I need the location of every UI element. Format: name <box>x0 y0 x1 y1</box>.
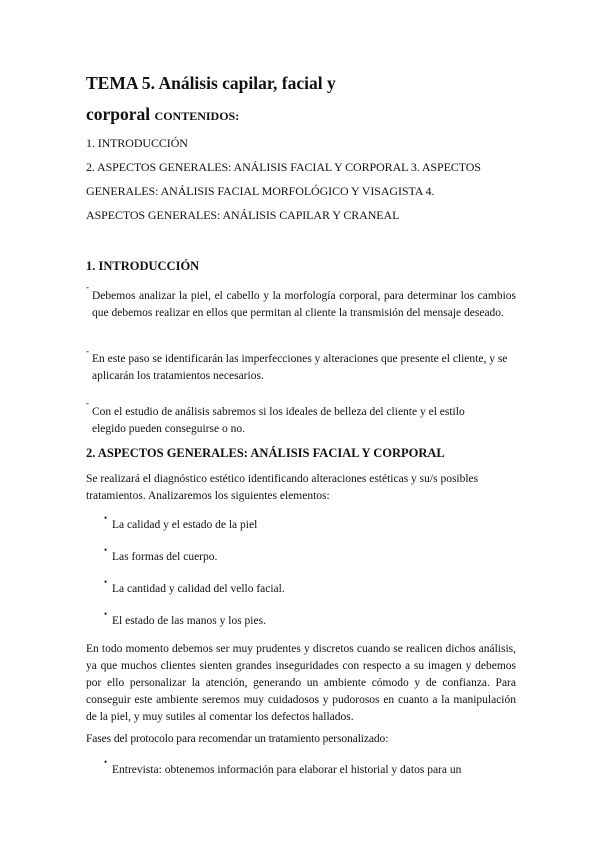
contents-line: ASPECTOS GENERALES: ANÁLISIS CAPILAR Y CRANEAL <box>86 208 400 222</box>
bullet-dot: • <box>104 609 108 619</box>
contents-line: GENERALES: ANÁLISIS FACIAL MORFOLÓGICO Y VISAGISTA 4. <box>86 184 435 198</box>
list-item: En este paso se identificarán las imperfecciones y alteraciones que presente el cliente, y se aplicarán los tratamientos necesarios. <box>92 353 508 382</box>
bullet-dot: • <box>104 577 108 587</box>
contents-line: 2. ASPECTOS GENERALES: ANÁLISIS FACIAL Y CORPORAL 3. ASPECTOS <box>86 160 481 174</box>
section-heading: 2. ASPECTOS GENERALES: ANÁLISIS FACIAL Y CORPORAL <box>86 446 445 460</box>
bullet-dot: • <box>104 757 108 767</box>
contents-label: CONTENIDOS: <box>154 109 240 123</box>
bullet-item: La cantidad y calidad del vello facial. <box>112 583 285 595</box>
bullet-item: El estado de las manos y los pies. <box>112 615 266 627</box>
section-heading: 1. INTRODUCCIÓN <box>86 259 200 273</box>
list-item: Debemos analizar la piel, el cabello y la morfología corporal, para determinar los cambios que debemos realizar en ellos que permitan al cliente la transmisión del mensaje deseado. <box>92 290 516 319</box>
document-title-continued <box>86 104 239 125</box>
bullet-item: Las formas del cuerpo. <box>112 551 218 563</box>
document-title-end: corporal <box>86 104 151 124</box>
section-intro: Se realizará el diagnóstico estético identificando alteraciones estéticas y su/s posibles tratamientos. Analizaremos los siguientes elementos: <box>86 473 479 502</box>
contents-line: 1. INTRODUCCIÓN <box>86 136 188 150</box>
bullet-item: Entrevista: obtenemos información para elaborar el historial y datos para un <box>112 764 462 776</box>
document-title: TEMA 5. Análisis capilar, facial y <box>86 73 336 93</box>
bullet-dot: • <box>104 513 108 523</box>
bullet-item: La calidad y el estado de la piel <box>112 519 258 531</box>
list-item: Con el estudio de análisis sabremos si los ideales de belleza del cliente y el estilo elegido pueden conseguirse o no. <box>92 406 465 435</box>
dash-marker: - <box>86 398 89 408</box>
phases-label: Fases del protocolo para recomendar un tratamiento personalizado: <box>86 733 389 745</box>
dash-marker: - <box>86 346 89 356</box>
bullet-dot: • <box>104 545 108 555</box>
dash-marker: - <box>86 282 89 292</box>
body-paragraph: En todo momento debemos ser muy prudentes y discretos cuando se realicen dichos análisis, ya que muchos clientes sienten grandes inseguridades con respecto a su imagen y debemos por ello personalizar la atención, generando un ambiente cómodo y de confianza. Para conseguir este ambiente seremos muy cuidadosos y pudorosos en cuanto a la manipulación de la piel, y muy sutiles al comentar los defectos hallados. <box>86 643 516 723</box>
